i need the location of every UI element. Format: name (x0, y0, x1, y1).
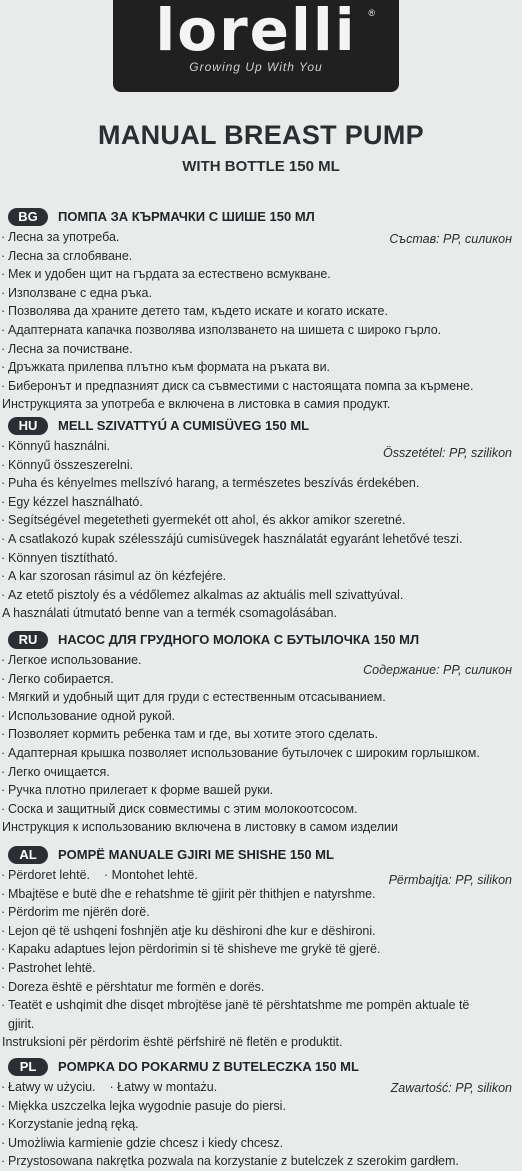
list-item: · Doreza është e përshtatur me formën e dorës. (0, 978, 522, 997)
list-item: · A csatlakozó kupak szélesszájú cumisüvegek használatát egyaránt lehetővé teszi. (0, 530, 522, 549)
list-item: · Дръжката прилепва плътно към формата на ръката ви. (0, 358, 522, 377)
list-item: · Мягкий и удобный щит для груди с естественным отсасыванием. (0, 688, 522, 707)
section-al (0, 845, 522, 1052)
list-item: · Легко очищается. (0, 763, 522, 782)
list-item: · Ручка плотно прилегает к форме вашей руки. (0, 781, 522, 800)
list-item: · Pastrohet lehtë. (0, 959, 522, 978)
list-item-text: Łatwy w montażu. (117, 1080, 218, 1094)
list-item: · Позволяет кормить ребенка там и где, вы хотите этого сделать. (0, 725, 522, 744)
composition-al: Përmbajtja: PP, silikon (388, 873, 512, 887)
list-item: · Использование одной рукой. (0, 707, 522, 726)
language-badge-hu: HU (8, 417, 48, 435)
composition-pl: Zawartość: PP, silikon (390, 1081, 512, 1095)
instruction-note-ru: Инструкция к использованию включена в листовку в самом изделии (2, 820, 398, 835)
section-title-bg: ПОМПА ЗА КЪРМАЧКИ С ШИШЕ 150 МЛ (58, 209, 315, 224)
section-title-pl: POMPKA DO POKARMU Z BUTELECZKA 150 ML (58, 1059, 359, 1074)
composition-ru: Содержание: PP, силикон (363, 663, 512, 677)
list-item: · Легкое использование. (0, 651, 522, 670)
section-bg (0, 207, 522, 414)
section-ru (0, 630, 522, 837)
list-item-text: Łatwy w użyciu. (8, 1080, 96, 1094)
section-title-al: POMPË MANUALE GJIRI ME SHISHE 150 ML (58, 847, 334, 862)
brand-logo (113, 0, 399, 92)
language-badge-al: AL (8, 846, 48, 864)
list-item: · Легко собирается. (0, 670, 522, 689)
list-item: · Лесна за почистване. (0, 340, 522, 359)
page-subtitle: WITH BOTTLE 150 ML (182, 158, 340, 175)
section-title-ru: НАСОС ДЛЯ ГРУДНОГО МОЛОКА С БУТЫЛОЧКА 150 МЛ (58, 632, 420, 647)
list-item: · Könnyű összeszerelni. (0, 456, 522, 475)
list-item: · Соска и защитный диск совместимы с этим молокоотсосом. (0, 800, 522, 819)
composition-hu: Összetétel: PP, szilikon (383, 446, 512, 460)
list-item: · Лесна за сглобяване. (0, 247, 522, 266)
list-item: · Мек и удобен щит на гърдата за естествено всмукване. (0, 265, 522, 284)
section-pl (0, 1057, 522, 1171)
language-badge-pl: PL (8, 1058, 48, 1076)
section-title-hu: MELL SZIVATTYÚ A CUMISÜVEG 150 ML (58, 418, 310, 433)
list-item: · Използване с една ръка. (0, 284, 522, 303)
list-item: · Përdorim me njërën dorë. (0, 903, 522, 922)
list-item: · Mbajtëse e butë dhe e rehatshme të gjirit për thithjen e natyrshme. (0, 885, 522, 904)
instruction-note-hu: A használati útmutató benne van a termék csomagolásában. (2, 606, 337, 621)
list-item: · Könnyen tisztítható. (0, 549, 522, 568)
list-item: · Kapaku adaptues lejon përdorimin si të shisheve me grykë të gjerë. (0, 940, 522, 959)
list-item: · Miękka uszczelka lejka wygodnie pasuje do piersi. (0, 1097, 522, 1116)
section-hu (0, 416, 522, 623)
list-item-text: Përdoret lehtë. (8, 868, 90, 882)
brand-tagline: Growing Up With You (189, 60, 323, 74)
list-item: · Позволява да храните детето там, където искате и когато искате. (0, 302, 522, 321)
language-badge-bg: BG (8, 208, 48, 226)
language-badge-ru: RU (8, 631, 48, 649)
instruction-note-bg: Инструкцията за употреба е включена в листовка в самия продукт. (2, 397, 391, 412)
brand-name: lorelli (155, 0, 357, 64)
list-item: · Puha és kényelmes mellszívó harang, a természetes beszívás érdekében. (0, 474, 522, 493)
instruction-note-al: Instruksioni për përdorim është përfshirë në fletën e produktit. (2, 1035, 343, 1050)
composition-bg: Състав: PP, силикон (389, 232, 512, 246)
list-item: · Łatwy w użyciu. · Łatwy w montażu. (0, 1078, 522, 1097)
list-item: · Биберонът и предпазният диск са съвместими с настоящата помпа за кърмене. (0, 377, 522, 396)
list-item: · Лесна за употреба. (0, 228, 522, 247)
list-item: · Könnyű használni. (0, 437, 522, 456)
list-item: · Egy kézzel használható. (0, 493, 522, 512)
list-item: · Адаптерната капачка позволява използването на шишета с широко гърло. (0, 321, 522, 340)
list-item: · Segítségével megetetheti gyermekét ott ahol, és akkor amikor szeretné. (0, 511, 522, 530)
list-item: · Përdoret lehtë. · Montohet lehtë. (0, 866, 522, 885)
list-item: · Адаптерная крышка позволяет использование бутылочек с широким горлышком. (0, 744, 522, 763)
list-item: · Przystosowana nakrętka pozwala na korzystanie z butelczek z szerokim gardłem. (0, 1152, 522, 1171)
list-item: · Umożliwia karmienie gdzie chcesz i kiedy chcesz. (0, 1134, 522, 1153)
list-item: · Teatët e ushqimit dhe disqet mbrojtëse janë të përshtatshme me pompën aktuale të gjirit. (0, 996, 488, 1033)
list-item: · Lejon që të ushqeni foshnjën atje ku dëshironi dhe kur e dëshironi. (0, 922, 522, 941)
list-item: · Az etető pisztoly és a védőlemez alkalmas az aktuális mell szivattyúval. (0, 586, 522, 605)
list-item: · Korzystanie jedną ręką. (0, 1115, 522, 1134)
list-item-text: Montohet lehtë. (111, 868, 198, 882)
page-title: MANUAL BREAST PUMP (98, 120, 424, 150)
list-item: · A kar szorosan rásimul az ön kézfejére. (0, 567, 522, 586)
registered-mark: ® (368, 8, 375, 18)
